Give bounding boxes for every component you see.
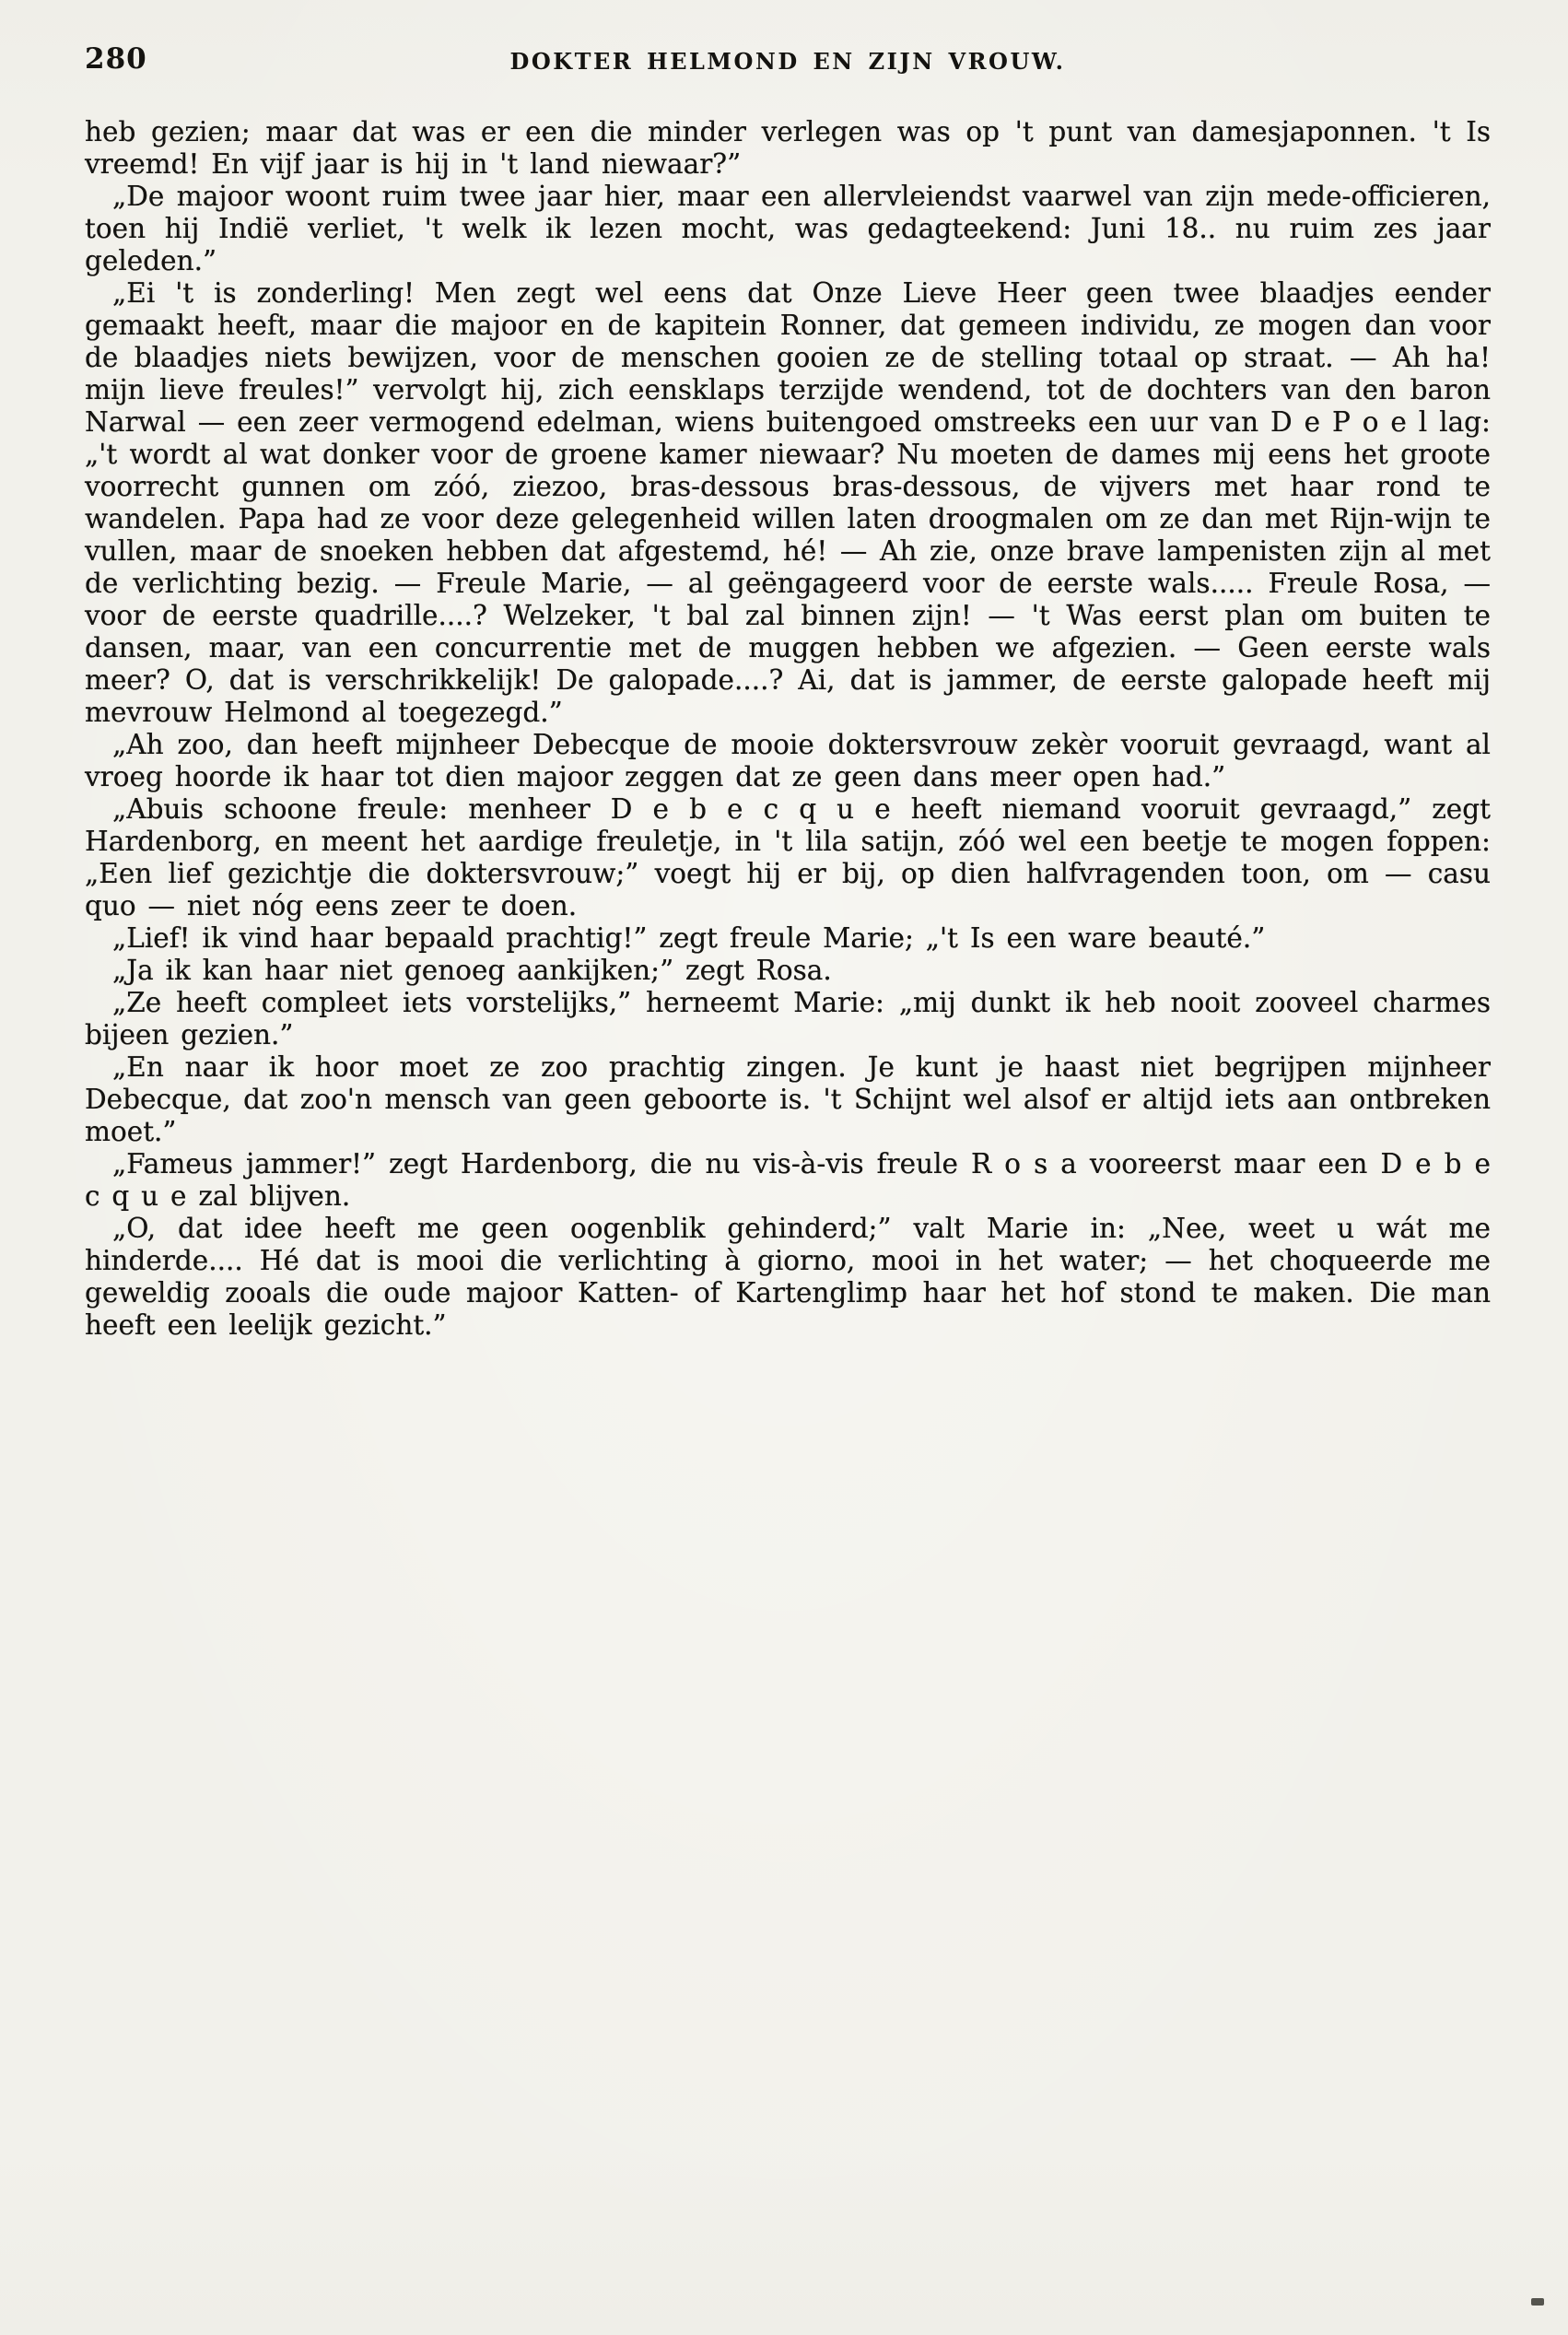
paragraph: „Abuis schoone freule: menheer D e b e c q u e heeft niemand vooruit gevraagd,” zegt Hardenborg, en meent het aardige freuletje, in 't lila satijn, zóó wel een beetje te mogen foppen: „Een lief gezichtje die doktersvrouw;” voegt hij er bij, op dien halfvragenden toon, om — casu quo — niet nóg eens zeer te doen. (85, 793, 1491, 921)
page-number: 280 (85, 42, 147, 76)
paragraph: „Fameus jammer!” zegt Hardenborg, die nu vis-à-vis freule R o s a vooreerst maar een D e b e c q u e zal blijven. (85, 1148, 1491, 1212)
paragraph: „En naar ik hoor moet ze zoo prachtig zingen. Je kunt je haast niet begrijpen mijnheer Debecque, dat zoo'n mensch van geen geboorte is. 't Schijnt wel alsof er altijd iets aan ontbreken moet.” (85, 1051, 1491, 1147)
paragraph: „De majoor woont ruim twee jaar hier, maar een allervleiendst vaarwel van zijn mede-officieren, toen hij Indië verliet, 't welk ik lezen mocht, was gedagteekend: Juni 18.. nu ruim zes jaar geleden.” (85, 181, 1491, 276)
paragraph: „Ze heeft compleet iets vorstelijks,” herneemt Marie: „mij dunkt ik heb nooit zooveel charmes bijeen gezien.” (85, 987, 1491, 1050)
text-block (85, 116, 1491, 1342)
paragraph: „Ei 't is zonderling! Men zegt wel eens dat Onze Lieve Heer geen twee blaadjes eender gemaakt heeft, maar die majoor en de kapitein Ronner, dat gemeen individu, ze mogen dan voor de blaadjes niets bewijzen, voor de menschen gooien ze de stelling totaal op straat. — Ah ha! mijn lieve freules!” vervolgt hij, zich eensklaps terzijde wendend, tot de dochters van den baron Narwal — een zeer vermogend edelman, wiens buitengoed omstreeks een uur van D e P o e l lag: „'t wordt al wat donker voor de groene kamer niewaar? Nu moeten de dames mij eens het groote voorrecht gunnen om zóó, ziezoo, bras-dessous bras-dessous, de vijvers met haar rond te wandelen. Papa had ze voor deze gelegenheid willen laten droogmalen om ze dan met Rijn-wijn te vullen, maar de snoeken hebben dat afgestemd, hé! — Ah zie, onze brave lampenisten zijn al met de verlichting bezig. — Freule Marie, — al geëngageerd voor de eerste wals..... Freule Rosa, — voor de eerste quadrille....? Welzeker, 't bal zal binnen zijn! — 't Was eerst plan om buiten te dansen, maar, van een concurrentie met de muggen hebben we afgezien. — Geen eerste wals meer? O, dat is verschrikkelijk! De galopade....? Ai, dat is jammer, de eerste galopade heeft mij mevrouw Helmond al toegezegd.” (85, 277, 1491, 728)
paragraph: „Ah zoo, dan heeft mijnheer Debecque de mooie doktersvrouw zekèr vooruit gevraagd, want al vroeg hoorde ik haar tot dien majoor zeggen dat ze geen dans meer open had.” (85, 729, 1491, 792)
page-header (85, 42, 1491, 83)
scan-artifact (1531, 2298, 1544, 2306)
paragraph: „Lief! ik vind haar bepaald prachtig!” zegt freule Marie; „'t Is een ware beauté.” (112, 922, 1266, 954)
running-title: DOKTER HELMOND EN ZIJN VROUW. (509, 48, 1066, 75)
paragraph: „O, dat idee heeft me geen oogenblik gehinderd;” valt Marie in: „Nee, weet u wát me hinderde.... Hé dat is mooi die verlichting à giorno, mooi in het water; — het choqueerde me geweldig zooals die oude majoor Katten- of Kartenglimp haar het hof stond te maken. Die man heeft een leelijk gezicht.” (85, 1213, 1491, 1341)
paragraph: „Ja ik kan haar niet genoeg aankijken;” zegt Rosa. (112, 955, 832, 986)
paragraph: heb gezien; maar dat was er een die minder verlegen was op 't punt van damesjaponnen. 't Is vreemd! En vijf jaar is hij in 't land niewaar?” (85, 116, 1491, 180)
